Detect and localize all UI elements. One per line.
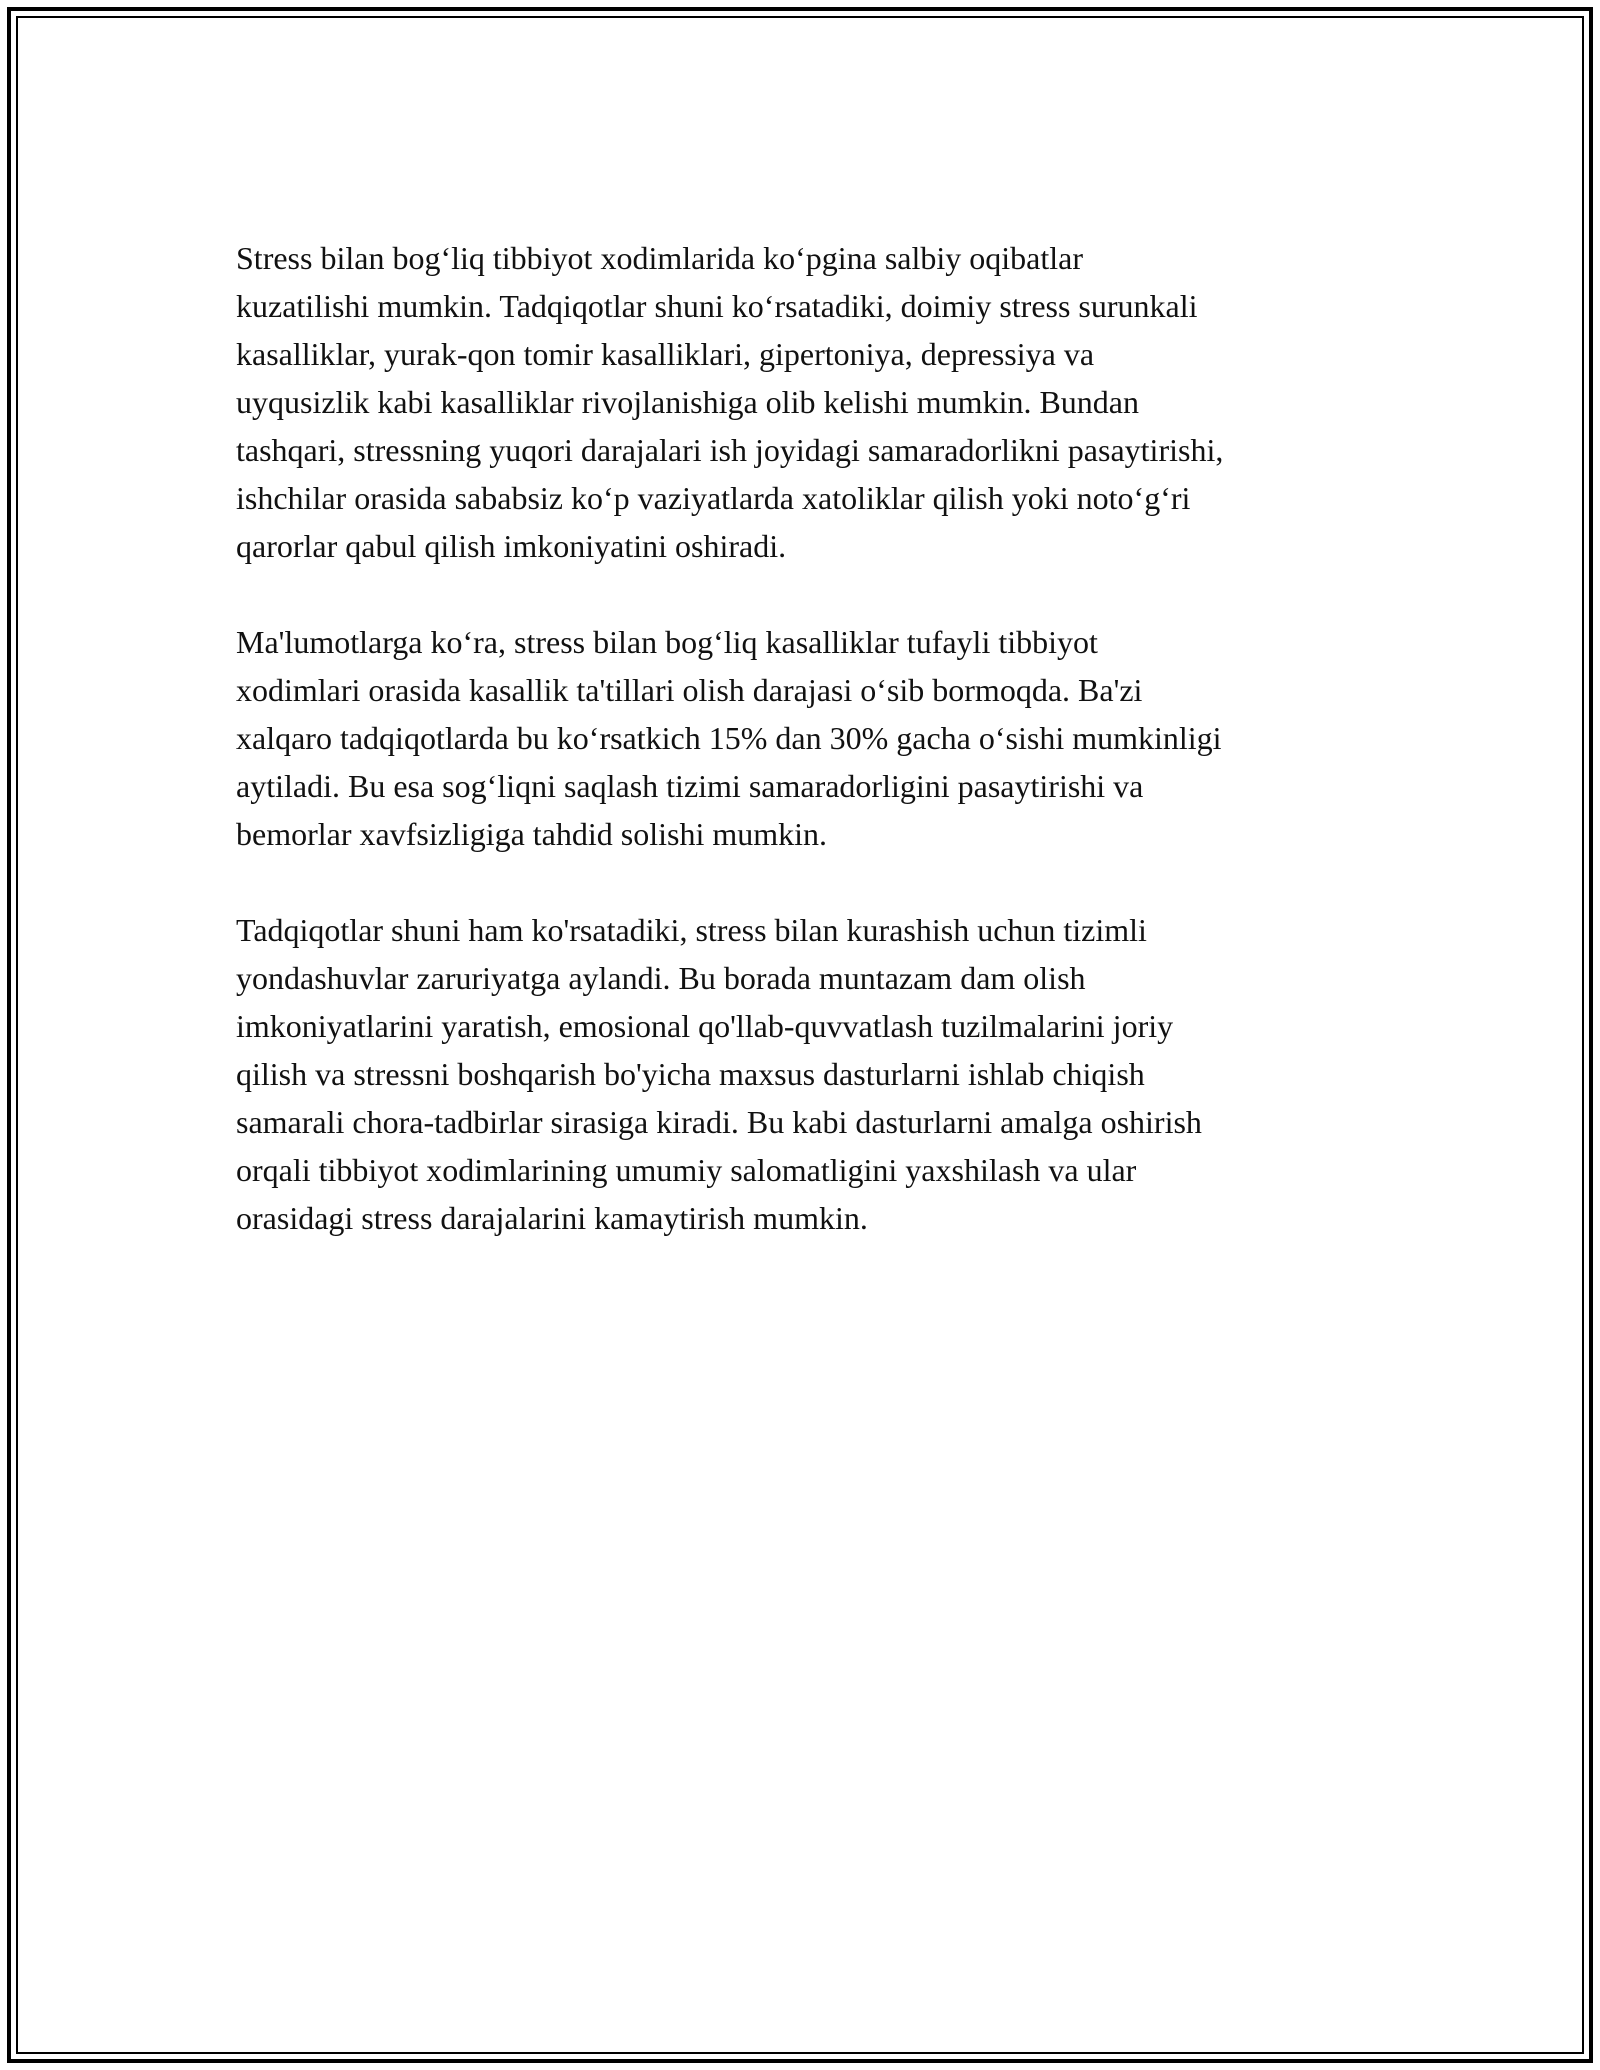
paragraph-3-line-3: imkoniyatlarini yaratish, emosional qo'llab-quvvatlash tuzilmalarini joriy (236, 1008, 1174, 1044)
paragraph-1-line-4: uyqusizlik kabi kasalliklar rivojlanishiga olib kelishi mumkin. Bundan (236, 384, 1139, 420)
paragraph-3-line-4: qilish va stressni boshqarish bo'yicha maxsus dasturlarni ishlab chiqish (236, 1056, 1145, 1092)
paragraph-3-line-6: orqali tibbiyot xodimlarining umumiy salomatligini yaxshilash va ular (236, 1152, 1137, 1188)
paragraph-3-line-7: orasidagi stress darajalarini kamaytirish mumkin. (236, 1200, 868, 1236)
paragraph-1-line-1: Stress bilan bog‘liq tibbiyot xodimlarida ko‘pgina salbiy oqibatlar (236, 240, 1083, 276)
paragraph-1-line-2: kuzatilishi mumkin. Tadqiqotlar shuni ko‘rsatadiki, doimiy stress surunkali (236, 288, 1198, 324)
document-body (236, 234, 1376, 1290)
paragraph-2-line-1: Ma'lumotlarga ko‘ra, stress bilan bog‘liq kasalliklar tufayli tibbiyot (236, 624, 1098, 660)
paragraph-2 (236, 618, 1376, 858)
paragraph-3-line-1: Tadqiqotlar shuni ham ko'rsatadiki, stress bilan kurashish uchun tizimli (236, 912, 1147, 948)
paragraph-1 (236, 234, 1376, 570)
paragraph-2-line-5: bemorlar xavfsizligiga tahdid solishi mumkin. (236, 816, 828, 852)
paragraph-1-line-7: qarorlar qabul qilish imkoniyatini oshiradi. (236, 528, 787, 564)
paragraph-3 (236, 906, 1376, 1242)
paragraph-3-line-5: samarali chora-tadbirlar sirasiga kiradi. Bu kabi dasturlarni amalga oshirish (236, 1104, 1202, 1140)
paragraph-1-line-6: ishchilar orasida sababsiz ko‘p vaziyatlarda xatoliklar qilish yoki noto‘g‘ri (236, 480, 1191, 516)
paragraph-1-line-5: tashqari, stressning yuqori darajalari ish joyidagi samaradorlikni pasaytirishi, (236, 432, 1224, 468)
paragraph-2-line-4: aytiladi. Bu esa sog‘liqni saqlash tizimi samaradorligini pasaytirishi va (236, 768, 1144, 804)
paragraph-2-line-2: xodimlari orasida kasallik ta'tillari olish darajasi o‘sib bormoqda. Ba'zi (236, 672, 1143, 708)
paragraph-2-line-3: xalqaro tadqiqotlarda bu ko‘rsatkich 15% dan 30% gacha o‘sishi mumkinligi (236, 720, 1222, 756)
paragraph-1-line-3: kasalliklar, yurak-qon tomir kasalliklari, gipertoniya, depressiya va (236, 336, 1095, 372)
paragraph-3-line-2: yondashuvlar zaruriyatga aylandi. Bu borada muntazam dam olish (236, 960, 1086, 996)
